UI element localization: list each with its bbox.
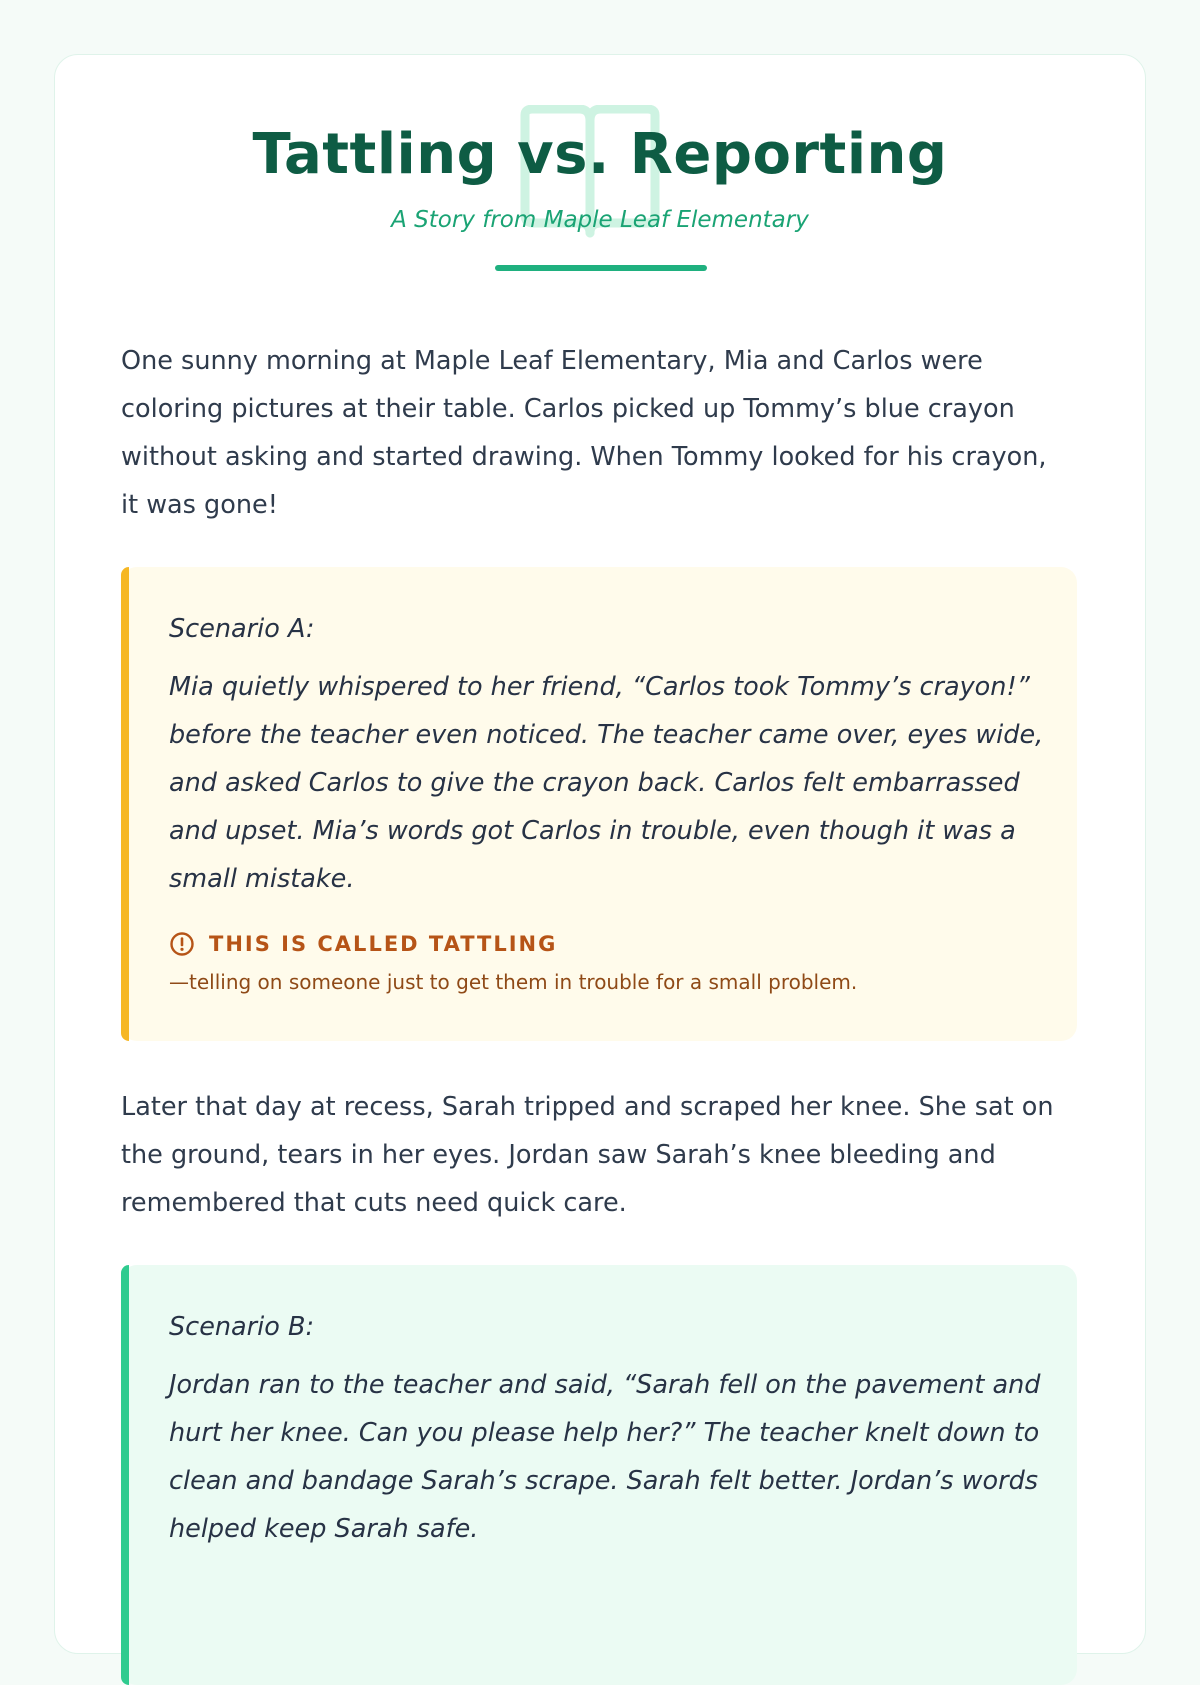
title-divider [495, 265, 707, 271]
page-subtitle: A Story from Maple Leaf Elementary [391, 207, 809, 233]
tattling-callout-title: THIS IS CALLED TATTLING [209, 932, 558, 956]
story-card [54, 54, 1146, 1654]
scenario-b-box [121, 1265, 1077, 1685]
page-title: Tattling vs. Reporting [252, 122, 948, 187]
tattling-callout [169, 931, 1037, 957]
scenario-a-label: Scenario A: [169, 614, 315, 644]
scenario-a-text: Mia quietly whispered to her friend, “Carlos took Tommy’s crayon!” before the teacher even noticed. The teacher came over, eyes wide, and asked Carlos to give the crayon back. Carlos felt embarrassed and upset. Mia’s words got Carlos in trouble, even though it was a small mistake. [169, 672, 1044, 894]
scenario-b-text: Jordan ran to the teacher and said, “Sarah fell on the pavement and hurt her knee. Can you please help her?” The teacher knelt down to clean and bandage Sarah’s scrape. Sarah felt better. Jordan’s words helped keep Sarah safe. [169, 1370, 1041, 1544]
story-header [55, 55, 1145, 355]
alert-circle-icon [169, 931, 195, 957]
scenario-a-box [121, 567, 1077, 1041]
scenario-b-label: Scenario B: [169, 1312, 315, 1342]
intro-paragraph: One sunny morning at Maple Leaf Elementary, Mia and Carlos were coloring pictures at their table. Carlos picked up Tommy’s blue crayon without asking and started drawing. When Tommy looked for his crayon, it was gone! [121, 346, 1047, 520]
middle-paragraph: Later that day at recess, Sarah tripped and scraped her knee. She sat on the ground, tears in her eyes. Jordan saw Sarah’s knee bleeding and remembered that cuts need quick care. [121, 1092, 1054, 1218]
tattling-definition: —telling on someone just to get them in trouble for a small problem. [169, 970, 858, 994]
